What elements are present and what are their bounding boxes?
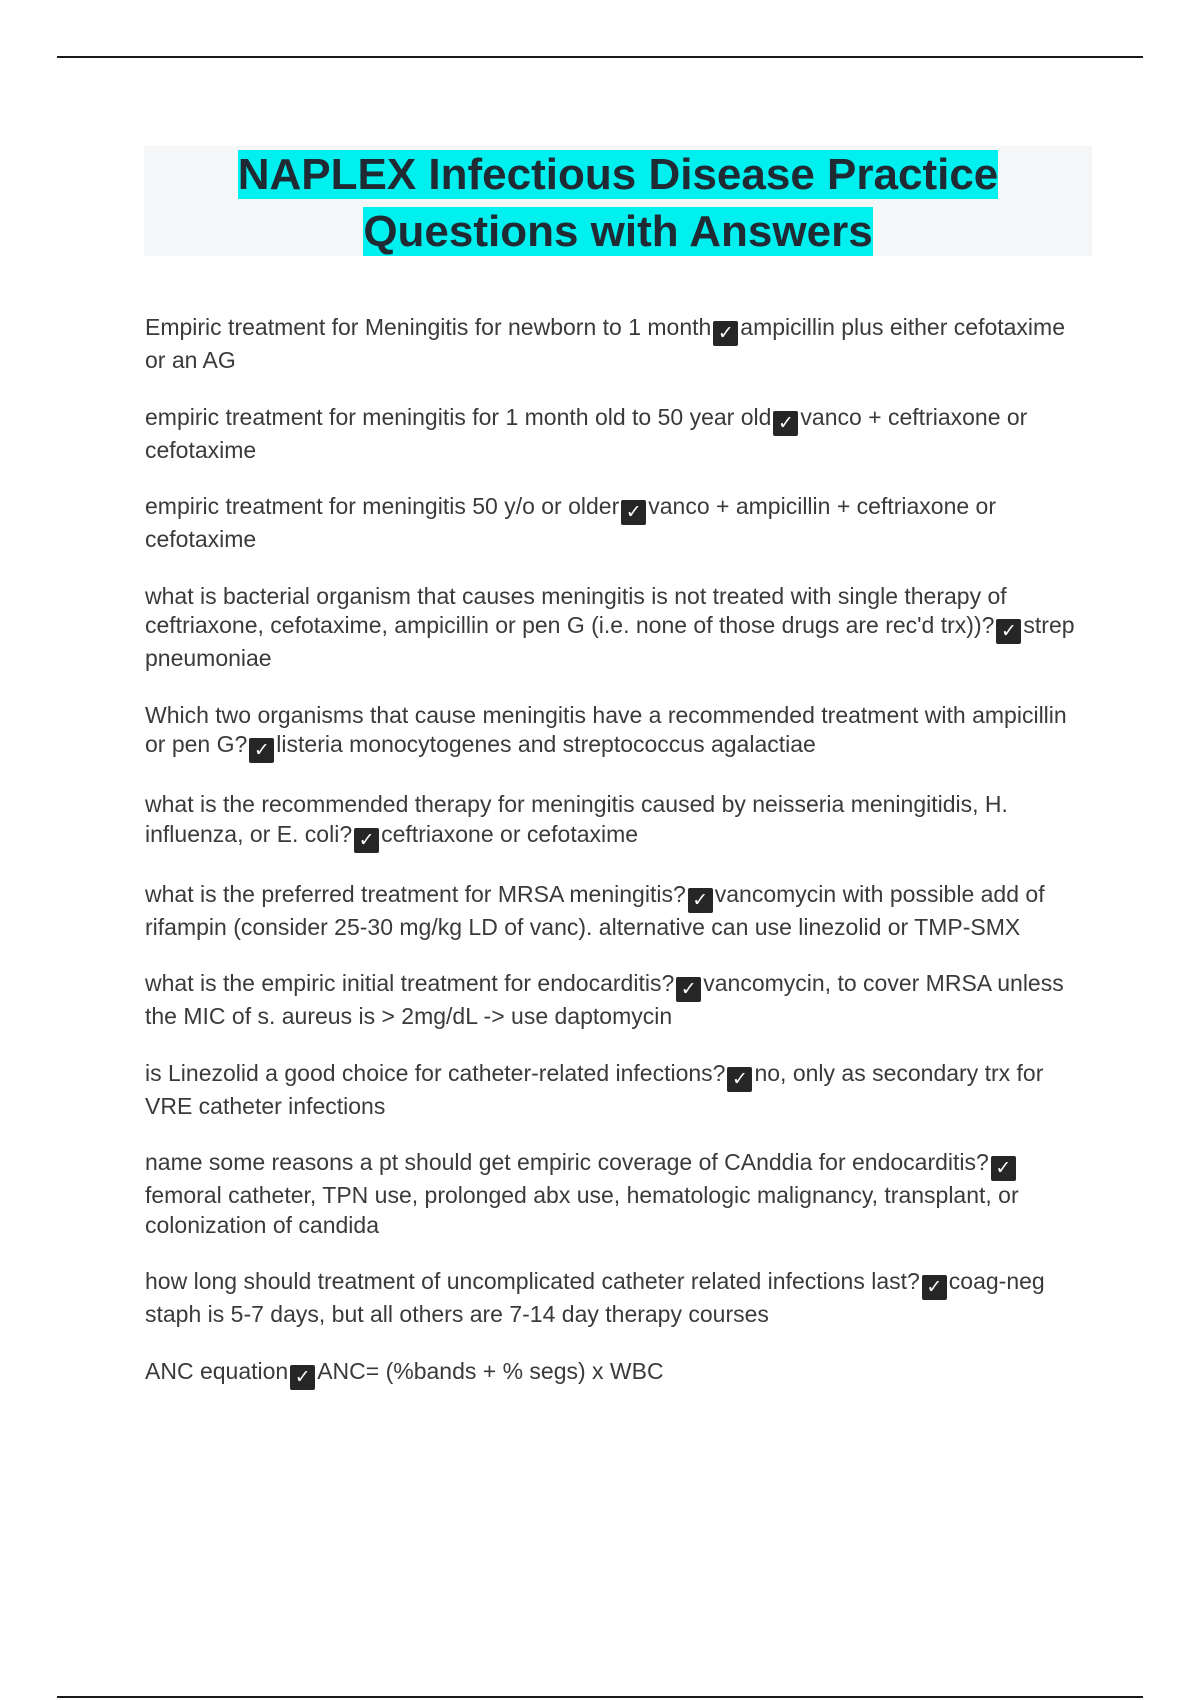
answer-text: vanco + ampicillin + ceftriaxone or cefotaxime [145,493,996,552]
answer-text: vancomycin with possible add of rifampin (consider 25-30 mg/kg LD of vanc). alternative can use linezolid or TMP-SMX [145,880,1045,940]
check-box-icon: ✓ [290,1365,315,1390]
check-box-icon: ✓ [991,1156,1016,1181]
answer-text: coag-neg staph is 5-7 days, but all others are 7-14 day therapy courses [145,1268,1045,1327]
qa-item [145,880,1090,943]
qa-item [145,582,1090,674]
qa-item [145,1267,1090,1330]
answer-text: ceftriaxone or cefotaxime [381,820,639,847]
qa-item [145,1357,1090,1390]
page-title [144,146,1092,260]
question-text: Which two organisms that cause meningitis have a recommended treatment with ampicillin or pen G? [145,701,1067,757]
bottom-rule [57,1696,1143,1698]
answer-text: ampicillin plus either cefotaxime or an AG [145,314,1065,373]
question-text: what is the preferred treatment for MRSA meningitis? [145,880,686,907]
answer-text: ANC= (%bands + % segs) x WBC [317,1357,664,1384]
answer-text: vancomycin, to cover MRSA unless the MIC of s. aureus is > 2mg/dL -> use daptomycin [145,970,1064,1029]
qa-item [145,969,1090,1032]
title-line-1: NAPLEX Infectious Disease Practice [237,150,999,199]
question-text: what is the recommended therapy for meningitis caused by neisseria meningitidis, H. influenza, or E. coli? [145,791,1008,847]
check-box-icon: ✓ [676,977,701,1002]
question-text: name some reasons a pt should get empiric coverage of CAnddia for endocarditis? [145,1149,989,1175]
top-rule [57,56,1143,58]
check-box-icon: ✓ [249,738,274,763]
qa-item [145,790,1090,853]
question-text: ANC equation [145,1357,289,1384]
check-box-icon: ✓ [688,888,713,913]
check-box-icon: ✓ [727,1067,752,1092]
check-box-icon: ✓ [621,500,646,525]
qa-item [145,492,1090,555]
title-line-2: Questions with Answers [363,207,873,256]
answer-text: no, only as secondary trx for VRE catheter infections [145,1059,1044,1119]
check-box-icon: ✓ [922,1275,947,1300]
qa-list [145,313,1090,1417]
answer-text: vanco + ceftriaxone or cefotaxime [145,403,1028,463]
question-text: Empiric treatment for Meningitis for newborn to 1 month [145,314,712,340]
qa-item [145,403,1090,466]
question-text: empiric treatment for meningitis for 1 month old to 50 year old [145,403,772,430]
check-box-icon: ✓ [354,828,379,853]
answer-text: strep pneumoniae [145,612,1075,671]
check-box-icon: ✓ [996,619,1021,644]
question-text: what is the empiric initial treatment for endocarditis? [145,970,675,996]
qa-item [145,313,1090,376]
qa-item [145,1148,1090,1240]
title-block [144,146,1092,256]
question-text: how long should treatment of uncomplicated catheter related infections last? [145,1268,920,1294]
qa-item [145,1059,1090,1122]
question-text: empiric treatment for meningitis 50 y/o or older [145,493,620,519]
qa-item [145,701,1090,764]
question-text: what is bacterial organism that causes meningitis is not treated with single therapy of ceftriaxone, cefotaxime, ampicillin or pen G (i.e. none of those drugs are rec'd trx))? [145,582,1007,638]
check-box-icon: ✓ [773,411,798,436]
answer-text: listeria monocytogenes and streptococcus agalactiae [276,731,816,757]
check-box-icon: ✓ [713,321,738,346]
question-text: is Linezolid a good choice for catheter-related infections? [145,1059,726,1086]
answer-text: femoral catheter, TPN use, prolonged abx use, hematologic malignancy, transplant, or colonization of candida [145,1182,1019,1238]
